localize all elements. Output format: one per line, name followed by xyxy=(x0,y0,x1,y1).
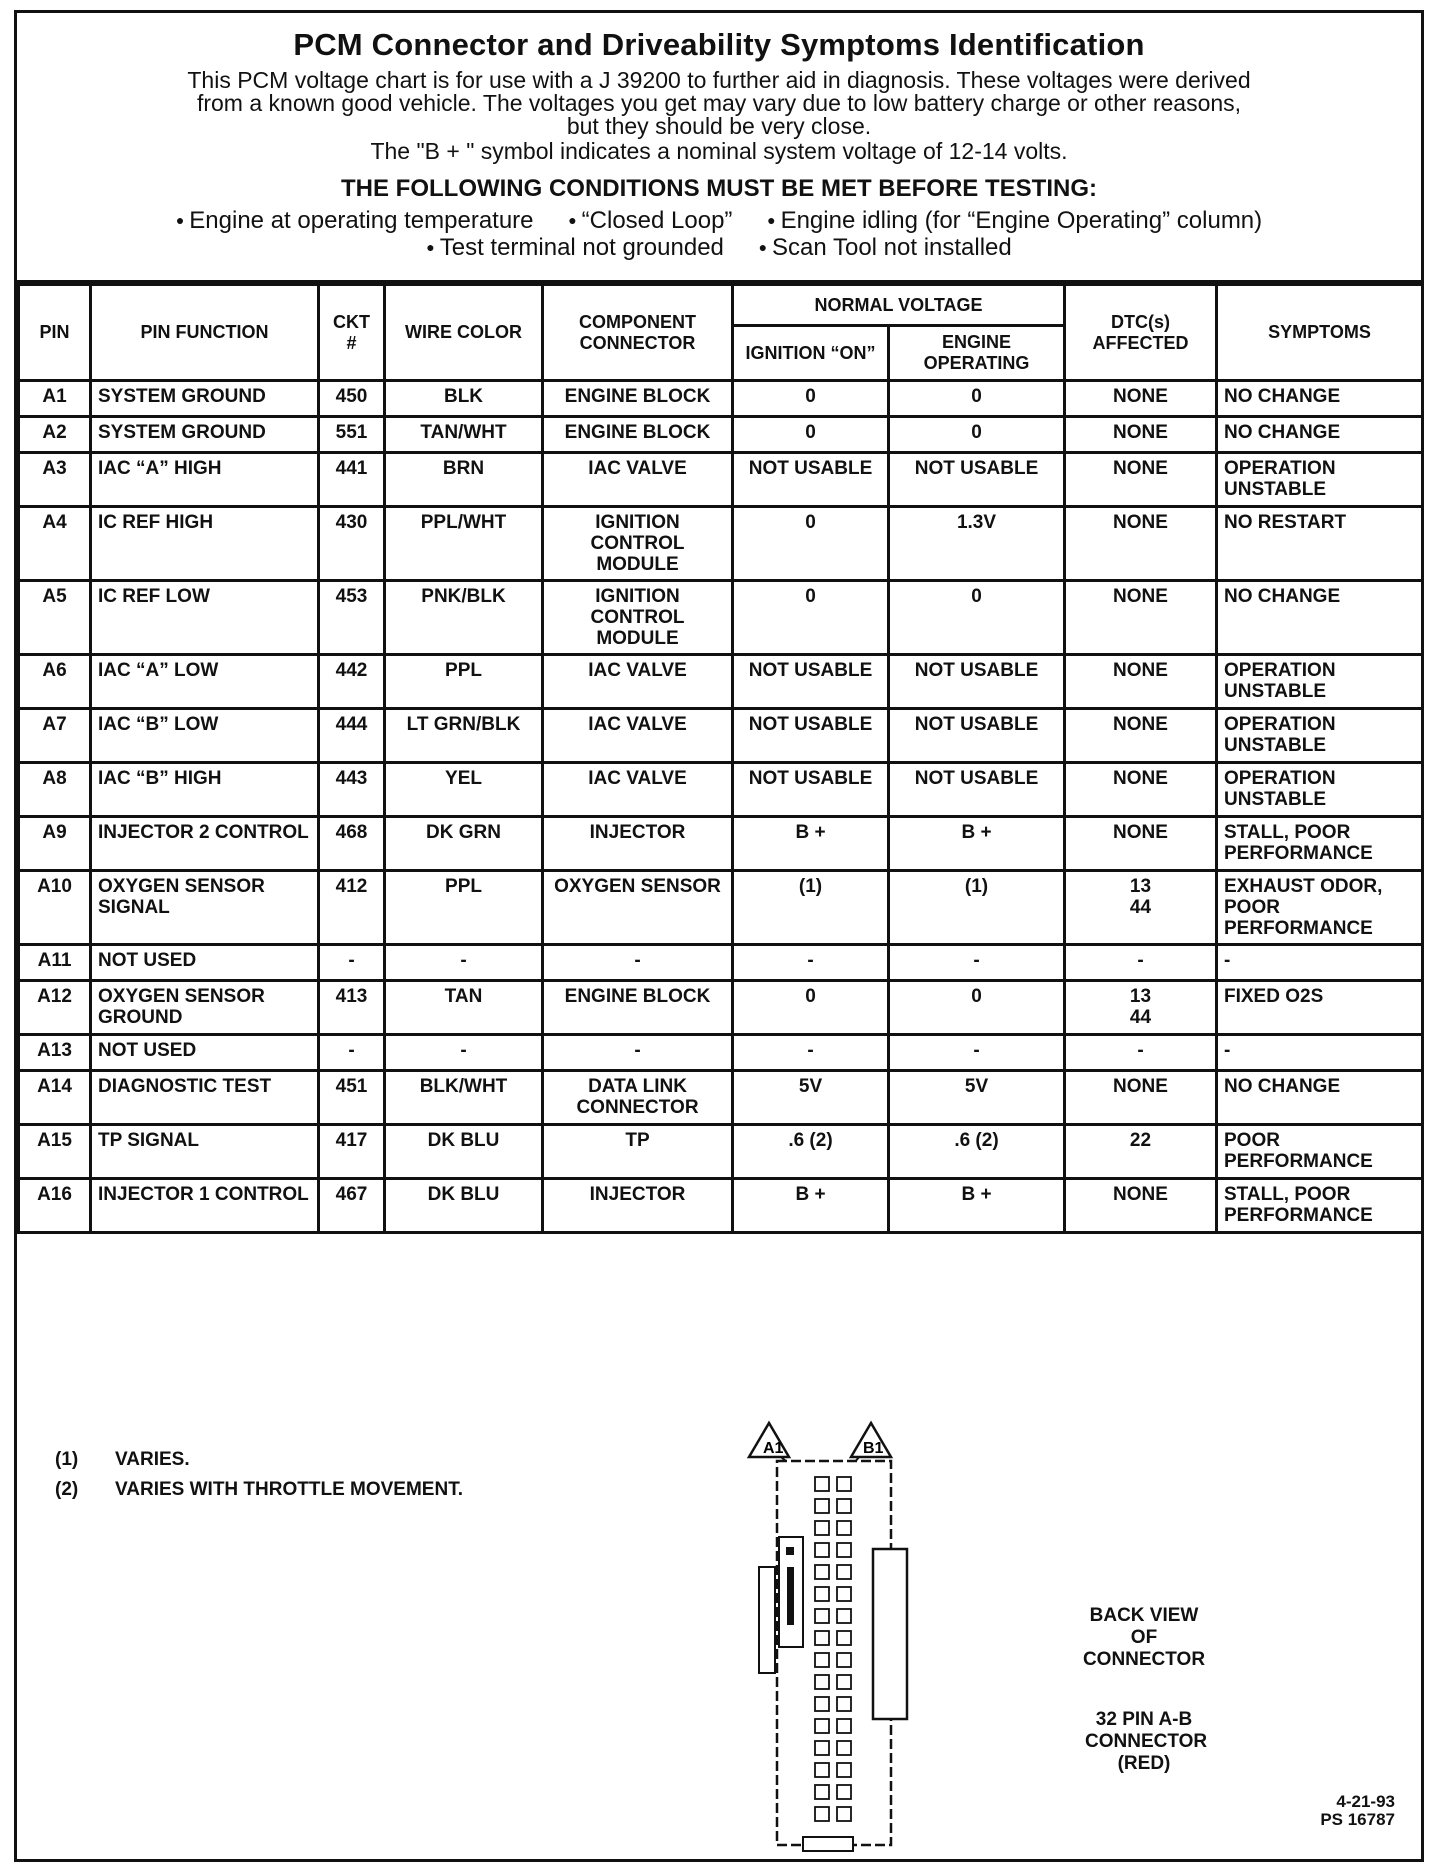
cell-ckt: 441 xyxy=(319,453,385,507)
cell-component: IAC VALVE xyxy=(543,655,733,709)
pin-cavity xyxy=(837,1697,851,1711)
cell-wire-color: - xyxy=(385,945,543,981)
pin-cavity xyxy=(837,1543,851,1557)
header-ignition-on: IGNITION “ON” xyxy=(733,326,889,381)
cell-pin-function: OXYGEN SENSOR SIGNAL xyxy=(91,871,319,945)
cell-wire-color: DK BLU xyxy=(385,1179,543,1233)
cell-ckt: 551 xyxy=(319,417,385,453)
cell-engine-operating: 0 xyxy=(889,981,1065,1035)
pin-cavity xyxy=(815,1521,829,1535)
cell-pin: A5 xyxy=(19,581,91,655)
cell-symptoms: NO CHANGE xyxy=(1217,581,1423,655)
cell-wire-color: BLK/WHT xyxy=(385,1071,543,1125)
pin-cavity xyxy=(837,1785,851,1799)
cell-dtc: NONE xyxy=(1065,1179,1217,1233)
cell-symptoms: OPERATION UNSTABLE xyxy=(1217,763,1423,817)
table-row xyxy=(19,1071,1423,1125)
cell-pin-function: TP SIGNAL xyxy=(91,1125,319,1179)
cell-wire-color: TAN/WHT xyxy=(385,417,543,453)
cell-dtc: 13 44 xyxy=(1065,871,1217,945)
cell-dtc: NONE xyxy=(1065,709,1217,763)
cell-ignition-on: NOT USABLE xyxy=(733,453,889,507)
connector-view-label: BACK VIEW OF CONNECTOR xyxy=(1082,1605,1206,1670)
cell-pin-function: INJECTOR 1 CONTROL xyxy=(91,1179,319,1233)
cell-component: IGNITION CONTROL MODULE xyxy=(543,507,733,581)
cell-engine-operating: 0 xyxy=(889,381,1065,417)
header-ckt: CKT # xyxy=(319,285,385,381)
pin-cavity xyxy=(815,1543,829,1557)
pin-cavity xyxy=(837,1631,851,1645)
cell-engine-operating: - xyxy=(889,1035,1065,1071)
cell-wire-color: DK BLU xyxy=(385,1125,543,1179)
cell-symptoms: NO CHANGE xyxy=(1217,417,1423,453)
cell-component: IAC VALVE xyxy=(543,709,733,763)
connector-type-label: 32 PIN A-B CONNECTOR (RED) xyxy=(1085,1709,1208,1774)
cell-wire-color: PPL xyxy=(385,871,543,945)
table-row xyxy=(19,581,1423,655)
cell-symptoms: NO CHANGE xyxy=(1217,381,1423,417)
pin-cavity xyxy=(837,1609,851,1623)
table-row xyxy=(19,1125,1423,1179)
cell-pin-function: SYSTEM GROUND xyxy=(91,417,319,453)
table-row xyxy=(19,453,1423,507)
cell-ignition-on: - xyxy=(733,945,889,981)
cell-pin: A7 xyxy=(19,709,91,763)
pin-cavity xyxy=(815,1719,829,1733)
cell-ignition-on: NOT USABLE xyxy=(733,655,889,709)
cell-symptoms: - xyxy=(1217,1035,1423,1071)
cell-ckt: 450 xyxy=(319,381,385,417)
cell-ignition-on: 0 xyxy=(733,381,889,417)
header-wire-color: WIRE COLOR xyxy=(385,285,543,381)
cell-pin: A13 xyxy=(19,1035,91,1071)
cell-dtc: NONE xyxy=(1065,453,1217,507)
cell-ckt: - xyxy=(319,945,385,981)
cell-pin-function: SYSTEM GROUND xyxy=(91,381,319,417)
cell-pin: A6 xyxy=(19,655,91,709)
pin-cavity xyxy=(815,1587,829,1601)
cell-component: IAC VALVE xyxy=(543,453,733,507)
table-row xyxy=(19,709,1423,763)
cell-component: INJECTOR xyxy=(543,1179,733,1233)
table-row xyxy=(19,945,1423,981)
document-id: PS 16787 xyxy=(1320,1810,1395,1829)
cell-pin-function: IAC “B” LOW xyxy=(91,709,319,763)
document-code xyxy=(1320,1793,1395,1829)
pin-cavity xyxy=(815,1653,829,1667)
cell-component: IAC VALVE xyxy=(543,763,733,817)
cell-pin-function: INJECTOR 2 CONTROL xyxy=(91,817,319,871)
cell-dtc: - xyxy=(1065,1035,1217,1071)
cell-ignition-on: (1) xyxy=(733,871,889,945)
condition-item: ● Scan Tool not installed xyxy=(759,234,1012,261)
a1-label: A1 xyxy=(763,1440,784,1457)
cell-symptoms: - xyxy=(1217,945,1423,981)
cell-wire-color: TAN xyxy=(385,981,543,1035)
cell-ckt: 453 xyxy=(319,581,385,655)
table-row xyxy=(19,417,1423,453)
cell-component: ENGINE BLOCK xyxy=(543,381,733,417)
cell-engine-operating: NOT USABLE xyxy=(889,709,1065,763)
cell-symptoms: OPERATION UNSTABLE xyxy=(1217,655,1423,709)
condition-item: ● Test terminal not grounded xyxy=(426,234,724,261)
header-pin-function: PIN FUNCTION xyxy=(91,285,319,381)
pin-cavity xyxy=(837,1807,851,1821)
cell-dtc: NONE xyxy=(1065,381,1217,417)
table-row xyxy=(19,381,1423,417)
cell-ckt: 444 xyxy=(319,709,385,763)
cell-component: - xyxy=(543,945,733,981)
page-title: PCM Connector and Driveability Symptoms Identification xyxy=(293,27,1145,62)
cell-ckt: 443 xyxy=(319,763,385,817)
table-body xyxy=(19,381,1423,1233)
cell-component: - xyxy=(543,1035,733,1071)
cell-pin-function: NOT USED xyxy=(91,945,319,981)
footnotes xyxy=(55,1445,463,1505)
cell-pin-function: IAC “B” HIGH xyxy=(91,763,319,817)
intro-line: The "B + " symbol indicates a nominal system voltage of 12-14 volts. xyxy=(370,138,1068,164)
cell-dtc: NONE xyxy=(1065,581,1217,655)
cell-engine-operating: .6 (2) xyxy=(889,1125,1065,1179)
footnote: (2) VARIES WITH THROTTLE MOVEMENT. xyxy=(55,1479,463,1500)
cell-ignition-on: 0 xyxy=(733,981,889,1035)
cell-dtc: NONE xyxy=(1065,417,1217,453)
cell-ignition-on: NOT USABLE xyxy=(733,763,889,817)
cell-wire-color: PPL/WHT xyxy=(385,507,543,581)
cell-ckt: 413 xyxy=(319,981,385,1035)
pin-cavity xyxy=(815,1675,829,1689)
pin-cavity xyxy=(837,1521,851,1535)
cell-symptoms: NO CHANGE xyxy=(1217,1071,1423,1125)
cell-engine-operating: NOT USABLE xyxy=(889,655,1065,709)
chart-sheet xyxy=(14,10,1424,1862)
cell-component: ENGINE BLOCK xyxy=(543,981,733,1035)
table-row xyxy=(19,655,1423,709)
cell-wire-color: PNK/BLK xyxy=(385,581,543,655)
cell-pin: A9 xyxy=(19,817,91,871)
cell-pin-function: IAC “A” LOW xyxy=(91,655,319,709)
cell-wire-color: BLK xyxy=(385,381,543,417)
pin-cavity xyxy=(837,1499,851,1513)
cell-wire-color: - xyxy=(385,1035,543,1071)
cell-pin-function: IC REF LOW xyxy=(91,581,319,655)
cell-engine-operating: 0 xyxy=(889,581,1065,655)
header-pin: PIN xyxy=(19,285,91,381)
table-row xyxy=(19,871,1423,945)
cell-pin-function: IAC “A” HIGH xyxy=(91,453,319,507)
footnote: (1) VARIES. xyxy=(55,1449,190,1470)
table-row xyxy=(19,507,1423,581)
cell-dtc: 13 44 xyxy=(1065,981,1217,1035)
pin-cavity xyxy=(815,1763,829,1777)
cell-dtc: NONE xyxy=(1065,655,1217,709)
table-row xyxy=(19,1035,1423,1071)
cell-ckt: - xyxy=(319,1035,385,1071)
pin-cavity xyxy=(815,1697,829,1711)
cell-ckt: 412 xyxy=(319,871,385,945)
cell-component: INJECTOR xyxy=(543,817,733,871)
cell-pin-function: IC REF HIGH xyxy=(91,507,319,581)
cell-component: OXYGEN SENSOR xyxy=(543,871,733,945)
intro-line: from a known good vehicle. The voltages you get may vary due to low battery charge or other reasons, xyxy=(196,90,1242,116)
intro-line: but they should be very close. xyxy=(566,113,872,139)
cell-pin: A3 xyxy=(19,453,91,507)
cell-pin: A10 xyxy=(19,871,91,945)
header-symptoms: SYMPTOMS xyxy=(1217,285,1423,381)
b1-label: B1 xyxy=(863,1440,884,1457)
cell-component: DATA LINK CONNECTOR xyxy=(543,1071,733,1125)
cell-ckt: 451 xyxy=(319,1071,385,1125)
cell-component: ENGINE BLOCK xyxy=(543,417,733,453)
cell-wire-color: DK GRN xyxy=(385,817,543,871)
cell-symptoms: POOR PERFORMANCE xyxy=(1217,1125,1423,1179)
connector-diagram xyxy=(743,1417,933,1857)
cell-pin-function: NOT USED xyxy=(91,1035,319,1071)
cell-engine-operating: B + xyxy=(889,817,1065,871)
chart-footer xyxy=(17,1409,1421,1861)
table-row xyxy=(19,817,1423,871)
pin-cavity xyxy=(815,1565,829,1579)
cell-ignition-on: - xyxy=(733,1035,889,1071)
pin-cavity xyxy=(815,1499,829,1513)
pin-cavity xyxy=(837,1653,851,1667)
cell-pin: A16 xyxy=(19,1179,91,1233)
header-dtc: DTC(s) AFFECTED xyxy=(1065,285,1217,381)
cell-symptoms: NO RESTART xyxy=(1217,507,1423,581)
cell-engine-operating: (1) xyxy=(889,871,1065,945)
cell-engine-operating: 0 xyxy=(889,417,1065,453)
cell-wire-color: LT GRN/BLK xyxy=(385,709,543,763)
header-component: COMPONENT CONNECTOR xyxy=(543,285,733,381)
pin-cavity xyxy=(837,1587,851,1601)
cell-dtc: NONE xyxy=(1065,507,1217,581)
cell-ignition-on: 5V xyxy=(733,1071,889,1125)
cell-wire-color: YEL xyxy=(385,763,543,817)
cell-ignition-on: B + xyxy=(733,1179,889,1233)
cell-engine-operating: 5V xyxy=(889,1071,1065,1125)
conditions-list xyxy=(17,207,1421,261)
cell-engine-operating: NOT USABLE xyxy=(889,453,1065,507)
cell-dtc: NONE xyxy=(1065,817,1217,871)
cell-ckt: 430 xyxy=(319,507,385,581)
cell-ignition-on: 0 xyxy=(733,581,889,655)
cell-symptoms: EXHAUST ODOR, POOR PERFORMANCE xyxy=(1217,871,1423,945)
cell-symptoms: OPERATION UNSTABLE xyxy=(1217,709,1423,763)
cell-engine-operating: 1.3V xyxy=(889,507,1065,581)
pin-cavity xyxy=(837,1741,851,1755)
pin-voltage-table xyxy=(17,283,1424,1234)
cell-ckt: 417 xyxy=(319,1125,385,1179)
cell-symptoms: FIXED O2S xyxy=(1217,981,1423,1035)
cell-pin: A15 xyxy=(19,1125,91,1179)
document-date: 4-21-93 xyxy=(1336,1792,1395,1811)
cell-pin-function: DIAGNOSTIC TEST xyxy=(91,1071,319,1125)
cell-wire-color: PPL xyxy=(385,655,543,709)
pin-cavity xyxy=(815,1609,829,1623)
cell-symptoms: STALL, POOR PERFORMANCE xyxy=(1217,1179,1423,1233)
pin-cavity xyxy=(815,1785,829,1799)
cell-ignition-on: B + xyxy=(733,817,889,871)
cell-component: TP xyxy=(543,1125,733,1179)
cell-engine-operating: B + xyxy=(889,1179,1065,1233)
cell-ckt: 468 xyxy=(319,817,385,871)
cell-symptoms: STALL, POOR PERFORMANCE xyxy=(1217,817,1423,871)
pin-cavity xyxy=(815,1477,829,1491)
cell-dtc: - xyxy=(1065,945,1217,981)
cell-ignition-on: 0 xyxy=(733,507,889,581)
cell-component: IGNITION CONTROL MODULE xyxy=(543,581,733,655)
pin-cavity xyxy=(815,1741,829,1755)
header-normal-voltage: NORMAL VOLTAGE xyxy=(733,285,1065,326)
pin-cavity xyxy=(815,1631,829,1645)
cell-pin: A4 xyxy=(19,507,91,581)
cell-dtc: NONE xyxy=(1065,763,1217,817)
cell-ignition-on: 0 xyxy=(733,417,889,453)
cell-pin: A14 xyxy=(19,1071,91,1125)
chart-header xyxy=(17,13,1421,283)
condition-item: ● Engine at operating temperature xyxy=(176,207,534,234)
pin-cavity xyxy=(837,1675,851,1689)
conditions-title: THE FOLLOWING CONDITIONS MUST BE MET BEFORE TESTING: xyxy=(341,175,1097,202)
cell-pin: A8 xyxy=(19,763,91,817)
cell-wire-color: BRN xyxy=(385,453,543,507)
pin-cavity xyxy=(837,1719,851,1733)
cell-ckt: 467 xyxy=(319,1179,385,1233)
cell-pin-function: OXYGEN SENSOR GROUND xyxy=(91,981,319,1035)
cell-dtc: NONE xyxy=(1065,1071,1217,1125)
cell-engine-operating: - xyxy=(889,945,1065,981)
pin-cavity xyxy=(815,1807,829,1821)
condition-item: ● “Closed Loop” xyxy=(568,207,732,234)
cell-engine-operating: NOT USABLE xyxy=(889,763,1065,817)
cell-pin: A2 xyxy=(19,417,91,453)
cell-pin: A1 xyxy=(19,381,91,417)
cell-pin: A12 xyxy=(19,981,91,1035)
pin-cavity xyxy=(837,1763,851,1777)
cell-ckt: 442 xyxy=(319,655,385,709)
cell-ignition-on: NOT USABLE xyxy=(733,709,889,763)
table-row xyxy=(19,763,1423,817)
cell-dtc: 22 xyxy=(1065,1125,1217,1179)
table-row xyxy=(19,981,1423,1035)
condition-item: ● Engine idling (for “Engine Operating” column) xyxy=(767,207,1262,234)
intro-line: This PCM voltage chart is for use with a J 39200 to further aid in diagnosis. These voltages were derived xyxy=(187,67,1251,93)
pin-cavity xyxy=(837,1565,851,1579)
header-engine-operating: ENGINE OPERATING xyxy=(889,326,1065,381)
cell-pin: A11 xyxy=(19,945,91,981)
cell-ignition-on: .6 (2) xyxy=(733,1125,889,1179)
pin-cavity xyxy=(837,1477,851,1491)
table-row xyxy=(19,1179,1423,1233)
cell-symptoms: OPERATION UNSTABLE xyxy=(1217,453,1423,507)
intro-text xyxy=(17,69,1421,163)
